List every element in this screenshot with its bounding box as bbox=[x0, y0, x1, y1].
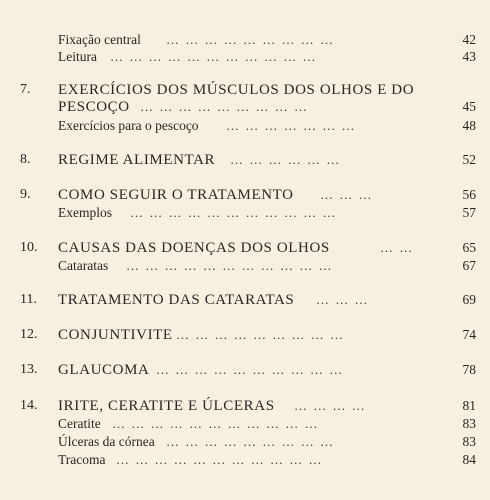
leader-dots: … … … bbox=[320, 187, 373, 202]
leader-dots: … … bbox=[380, 240, 414, 255]
chapter-title: GLAUCOMA bbox=[58, 362, 150, 378]
chapter-title: CAUSAS DAS DOENÇAS DOS OLHOS bbox=[58, 240, 330, 256]
toc-page-number: 42 bbox=[462, 32, 476, 47]
toc-entry-cataratas bbox=[0, 256, 490, 276]
toc-page-number: 56 bbox=[462, 187, 476, 202]
toc-entry-tracoma bbox=[0, 450, 490, 470]
leader-dots: … … … … … … … … … bbox=[166, 32, 335, 47]
toc-entry-chapter-12 bbox=[0, 325, 490, 345]
toc-page-number: 65 bbox=[462, 240, 476, 255]
toc-page-number: 43 bbox=[462, 49, 476, 64]
chapter-number: 12. bbox=[20, 327, 38, 342]
chapter-title: EXERCÍCIOS DOS MÚSCULOS DOS OLHOS E DO bbox=[58, 82, 415, 98]
chapter-title: CONJUNTIVITE bbox=[58, 327, 173, 343]
toc-entry-ulceras-da-cornea bbox=[0, 432, 490, 452]
toc-page-number: 74 bbox=[462, 327, 476, 342]
leader-dots: … … … … … … … … … … … bbox=[126, 258, 333, 273]
toc-entry-ceratite bbox=[0, 414, 490, 434]
toc-entry-title: Exemplos bbox=[58, 205, 112, 220]
leader-dots: … … … … … … … … … … … bbox=[130, 205, 337, 220]
chapter-number: 9. bbox=[20, 187, 31, 202]
leader-dots: … … … … … … … … … … bbox=[156, 362, 344, 377]
leader-dots: … … … … bbox=[294, 398, 367, 413]
toc-page-number: 69 bbox=[462, 292, 476, 307]
toc-entry-pescoco bbox=[0, 97, 490, 117]
toc-entry-chapter-11 bbox=[0, 290, 490, 310]
toc-page-number: 83 bbox=[462, 434, 476, 449]
toc-page-number: 81 bbox=[462, 398, 476, 413]
toc-entry-title: Cataratas bbox=[58, 258, 109, 273]
toc-entry-title: Leitura bbox=[58, 49, 97, 64]
chapter-number: 7. bbox=[20, 82, 31, 97]
leader-dots: … … … bbox=[316, 292, 369, 307]
toc-entry-chapter-14 bbox=[0, 396, 490, 416]
chapter-title: TRATAMENTO DAS CATARATAS bbox=[58, 292, 295, 308]
toc-entry-chapter-10 bbox=[0, 238, 490, 258]
toc-entry-chapter-8 bbox=[0, 150, 490, 170]
chapter-title-continued: PESCOÇO bbox=[58, 99, 130, 115]
toc-entry-chapter-9 bbox=[0, 185, 490, 205]
toc-page-number: 57 bbox=[462, 205, 476, 220]
leader-dots: … … … … … … bbox=[230, 152, 341, 167]
toc-page-number: 45 bbox=[462, 99, 476, 114]
toc-page-number: 48 bbox=[462, 118, 476, 133]
toc-entry-title: Ceratite bbox=[58, 416, 101, 431]
leader-dots: … … … … … … … … … … … bbox=[112, 416, 319, 431]
toc-entry-chapter-13 bbox=[0, 360, 490, 380]
toc-entry-title: Exercícios para o pescoço bbox=[58, 118, 199, 133]
leader-dots: … … … … … … … … … bbox=[166, 434, 335, 449]
toc-entry-title: Fixação central bbox=[58, 32, 141, 47]
chapter-title: IRITE, CERATITE E ÚLCERAS bbox=[58, 398, 275, 414]
chapter-number: 10. bbox=[20, 240, 38, 255]
leader-dots: … … … … … … … bbox=[226, 118, 356, 133]
chapter-number: 11. bbox=[20, 292, 37, 307]
leader-dots: … … … … … … … … … bbox=[140, 99, 309, 114]
leader-dots: … … … … … … … … … … … bbox=[110, 49, 317, 64]
toc-page-number: 78 bbox=[462, 362, 476, 377]
toc-entry-title: Tracoma bbox=[58, 452, 106, 467]
chapter-number: 14. bbox=[20, 398, 38, 413]
leader-dots: … … … … … … … … … … … bbox=[116, 452, 323, 467]
toc-page-number: 52 bbox=[462, 152, 476, 167]
toc-entry-exemplos bbox=[0, 203, 490, 223]
leader-dots: … … … … … … … … … bbox=[176, 327, 345, 342]
toc-entry-leitura bbox=[0, 47, 490, 67]
chapter-number: 13. bbox=[20, 362, 38, 377]
chapter-number: 8. bbox=[20, 152, 31, 167]
toc-entry-exercicios-pescoco bbox=[0, 116, 490, 136]
chapter-title: COMO SEGUIR O TRATAMENTO bbox=[58, 187, 294, 203]
chapter-title: REGIME ALIMENTAR bbox=[58, 152, 216, 168]
toc-page-number: 83 bbox=[462, 416, 476, 431]
toc-entry-title: Úlceras da córnea bbox=[58, 434, 155, 449]
toc-page-number: 67 bbox=[462, 258, 476, 273]
toc-page-number: 84 bbox=[462, 452, 476, 467]
